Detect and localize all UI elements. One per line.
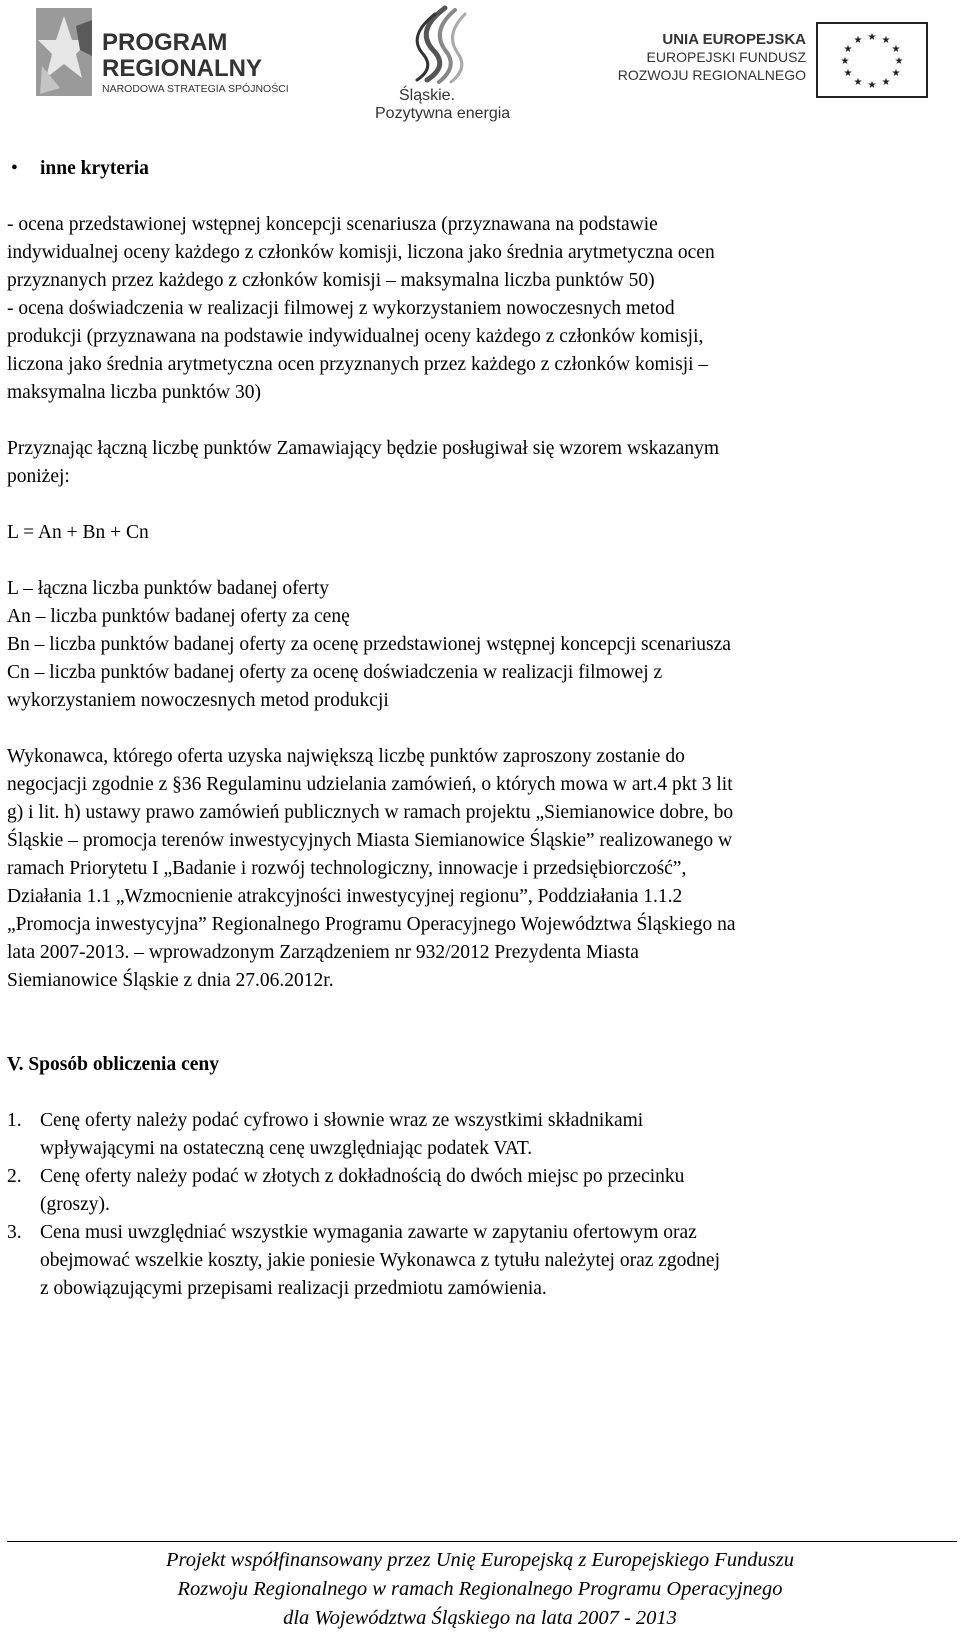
text-line: Wykonawca, którego oferta uzyska największą liczbę punktów zaproszony zostanie do bbox=[7, 746, 685, 767]
eu-flag-icon bbox=[816, 22, 928, 98]
section-5-title: V. Sposób obliczenia ceny bbox=[7, 1054, 220, 1075]
text-line: indywidualnej oceny każdego z członków komisji, liczona jako średnia arytmetyczna ocen bbox=[7, 242, 715, 263]
text-line: maksymalna liczba punktów 30) bbox=[7, 382, 261, 403]
slaskie-wave-icon bbox=[417, 8, 465, 82]
criteria-heading bbox=[0, 155, 960, 183]
program-logo-line3: NARODOWA STRATEGIA SPÓJNOŚCI bbox=[102, 83, 289, 95]
svg-text:★: ★ bbox=[853, 77, 863, 88]
list-item-number: 2. bbox=[7, 1166, 22, 1187]
legend-line: L – łączna liczba punktów badanej oferty bbox=[7, 578, 329, 599]
text-line: Przyznając łączną liczbę punktów Zamawiający będzie posługiwał się wzorem wskazanym bbox=[7, 438, 719, 459]
eu-line3: ROZWOJU REGIONALNEGO bbox=[617, 67, 806, 83]
eu-logo-text bbox=[600, 28, 810, 88]
svg-text:★: ★ bbox=[894, 56, 904, 67]
document-body bbox=[0, 155, 960, 1303]
text-line: lata 2007-2013. – wprowadzonym Zarządzeniem nr 932/2012 Prezydenta Miasta bbox=[7, 942, 639, 963]
text-line: liczona jako średnia arytmetyczna ocen przyznanych przez każdego z członków komisji – bbox=[7, 354, 709, 375]
footer-line: dla Województwa Śląskiego na lata 2007 - 2013 bbox=[283, 1607, 677, 1629]
text-line: przyznanych przez każdego z członków komisji – maksymalna liczba punktów 50) bbox=[7, 270, 655, 291]
svg-text:★: ★ bbox=[891, 44, 901, 55]
criteria-item-2 bbox=[7, 295, 948, 407]
text-line: produkcji (przyznawana na podstawie indywidualnej oceny każdego z członków komisji, bbox=[7, 326, 704, 347]
text-line: Śląskie – promocja terenów inwestycyjnych Miasta Siemianowice Śląskie” realizowanego w bbox=[7, 830, 733, 851]
text-line: ramach Priorytetu I „Badanie i rozwój technologiczny, innowacje i przedsiębiorczość”, bbox=[7, 858, 687, 879]
svg-text:★: ★ bbox=[881, 77, 891, 88]
svg-text:★: ★ bbox=[853, 35, 863, 46]
criteria-heading-text: inne kryteria bbox=[40, 158, 149, 179]
text-line: (groszy). bbox=[40, 1194, 110, 1215]
svg-text:★: ★ bbox=[843, 44, 853, 55]
list-item-number: 3. bbox=[7, 1222, 22, 1243]
page-footer bbox=[0, 1546, 960, 1633]
award-paragraph bbox=[7, 743, 948, 995]
footer-divider bbox=[7, 1541, 957, 1542]
footer-line: Projekt współfinansowany przez Unię Europejską z Europejskiego Funduszu bbox=[165, 1549, 795, 1571]
svg-text:★: ★ bbox=[867, 32, 877, 43]
formula-intro bbox=[7, 435, 948, 491]
text-line: Cenę oferty należy podać w złotych z dokładnością do dwóch miejsc po przecinku bbox=[40, 1166, 685, 1187]
list-item bbox=[7, 1163, 948, 1219]
list-item bbox=[7, 1219, 948, 1303]
formula-equation: L = An + Bn + Cn bbox=[7, 522, 149, 543]
program-regionalny-logo bbox=[36, 6, 326, 102]
program-logo-line2: REGIONALNY bbox=[102, 55, 263, 82]
text-line: g) i lit. h) ustawy prawo zamówień publicznych w ramach projektu „Siemianowice dobre, bo bbox=[7, 802, 734, 823]
legend-line: Bn – liczba punktów badanej oferty za ocenę przedstawionej wstępnej koncepcji scenariusza bbox=[7, 634, 731, 655]
slaskie-logo-line2: Pozytywna energia bbox=[375, 105, 511, 122]
slaskie-logo-line1: Śląskie. bbox=[399, 87, 456, 104]
eu-line2: EUROPEJSKI FUNDUSZ bbox=[646, 49, 806, 65]
list-item bbox=[7, 1107, 948, 1163]
text-line: Cena musi uwzględniać wszystkie wymagania zawarte w zapytaniu ofertowym oraz bbox=[40, 1222, 697, 1243]
svg-text:★: ★ bbox=[840, 56, 850, 67]
text-line: „Promocja inwestycyjna” Regionalnego Programu Operacyjnego Województwa Śląskiego na bbox=[7, 914, 736, 935]
price-rules-list bbox=[0, 1107, 960, 1303]
bullet-icon: • bbox=[11, 158, 18, 179]
nss-star-icon bbox=[36, 8, 92, 96]
slaskie-logo bbox=[375, 0, 535, 122]
list-item-number: 1. bbox=[7, 1110, 22, 1131]
text-line: negocjacji zgodnie z §36 Regulaminu udzielania zamówień, o których mowa w art.4 pkt 3 lit bbox=[7, 774, 733, 795]
text-line: obejmować wszelkie koszty, jakie poniesie Wykonawca z tytułu należytej oraz zgodnej bbox=[40, 1250, 720, 1271]
text-line: - ocena przedstawionej wstępnej koncepcji scenariusza (przyznawana na podstawie bbox=[7, 214, 658, 235]
program-logo-line1: PROGRAM bbox=[102, 29, 228, 56]
svg-text:★: ★ bbox=[881, 35, 891, 46]
svg-text:★: ★ bbox=[867, 80, 877, 91]
text-line: Siemianowice Śląskie z dnia 27.06.2012r. bbox=[7, 970, 334, 991]
text-line: - ocena doświadczenia w realizacji filmowej z wykorzystaniem nowoczesnych metod bbox=[7, 298, 675, 319]
page-header bbox=[0, 0, 960, 130]
legend-line: An – liczba punktów badanej oferty za cenę bbox=[7, 606, 350, 627]
text-line: poniżej: bbox=[7, 466, 70, 487]
text-line: wpływającymi na ostateczną cenę uwzględniając podatek VAT. bbox=[40, 1138, 533, 1159]
legend-line: wykorzystaniem nowoczesnych metod produkcji bbox=[7, 690, 389, 711]
eu-line1: UNIA EUROPEJSKA bbox=[662, 31, 806, 48]
legend-line: Cn – liczba punktów badanej oferty za ocenę doświadczenia w realizacji filmowej z bbox=[7, 662, 663, 683]
svg-text:★: ★ bbox=[843, 68, 853, 79]
formula-legend bbox=[7, 575, 948, 715]
svg-text:★: ★ bbox=[891, 68, 901, 79]
text-line: z obowiązującymi przepisami realizacji przedmiotu zamówienia. bbox=[40, 1278, 547, 1299]
footer-line: Rozwoju Regionalnego w ramach Regionalnego Programu Operacyjnego bbox=[177, 1578, 783, 1600]
criteria-item-1 bbox=[7, 211, 948, 295]
text-line: Działania 1.1 „Wzmocnienie atrakcyjności inwestycyjnej regionu”, Poddziałania 1.1.2 bbox=[7, 886, 683, 907]
text-line: Cenę oferty należy podać cyfrowo i słownie wraz ze wszystkimi składnikami bbox=[40, 1110, 644, 1131]
